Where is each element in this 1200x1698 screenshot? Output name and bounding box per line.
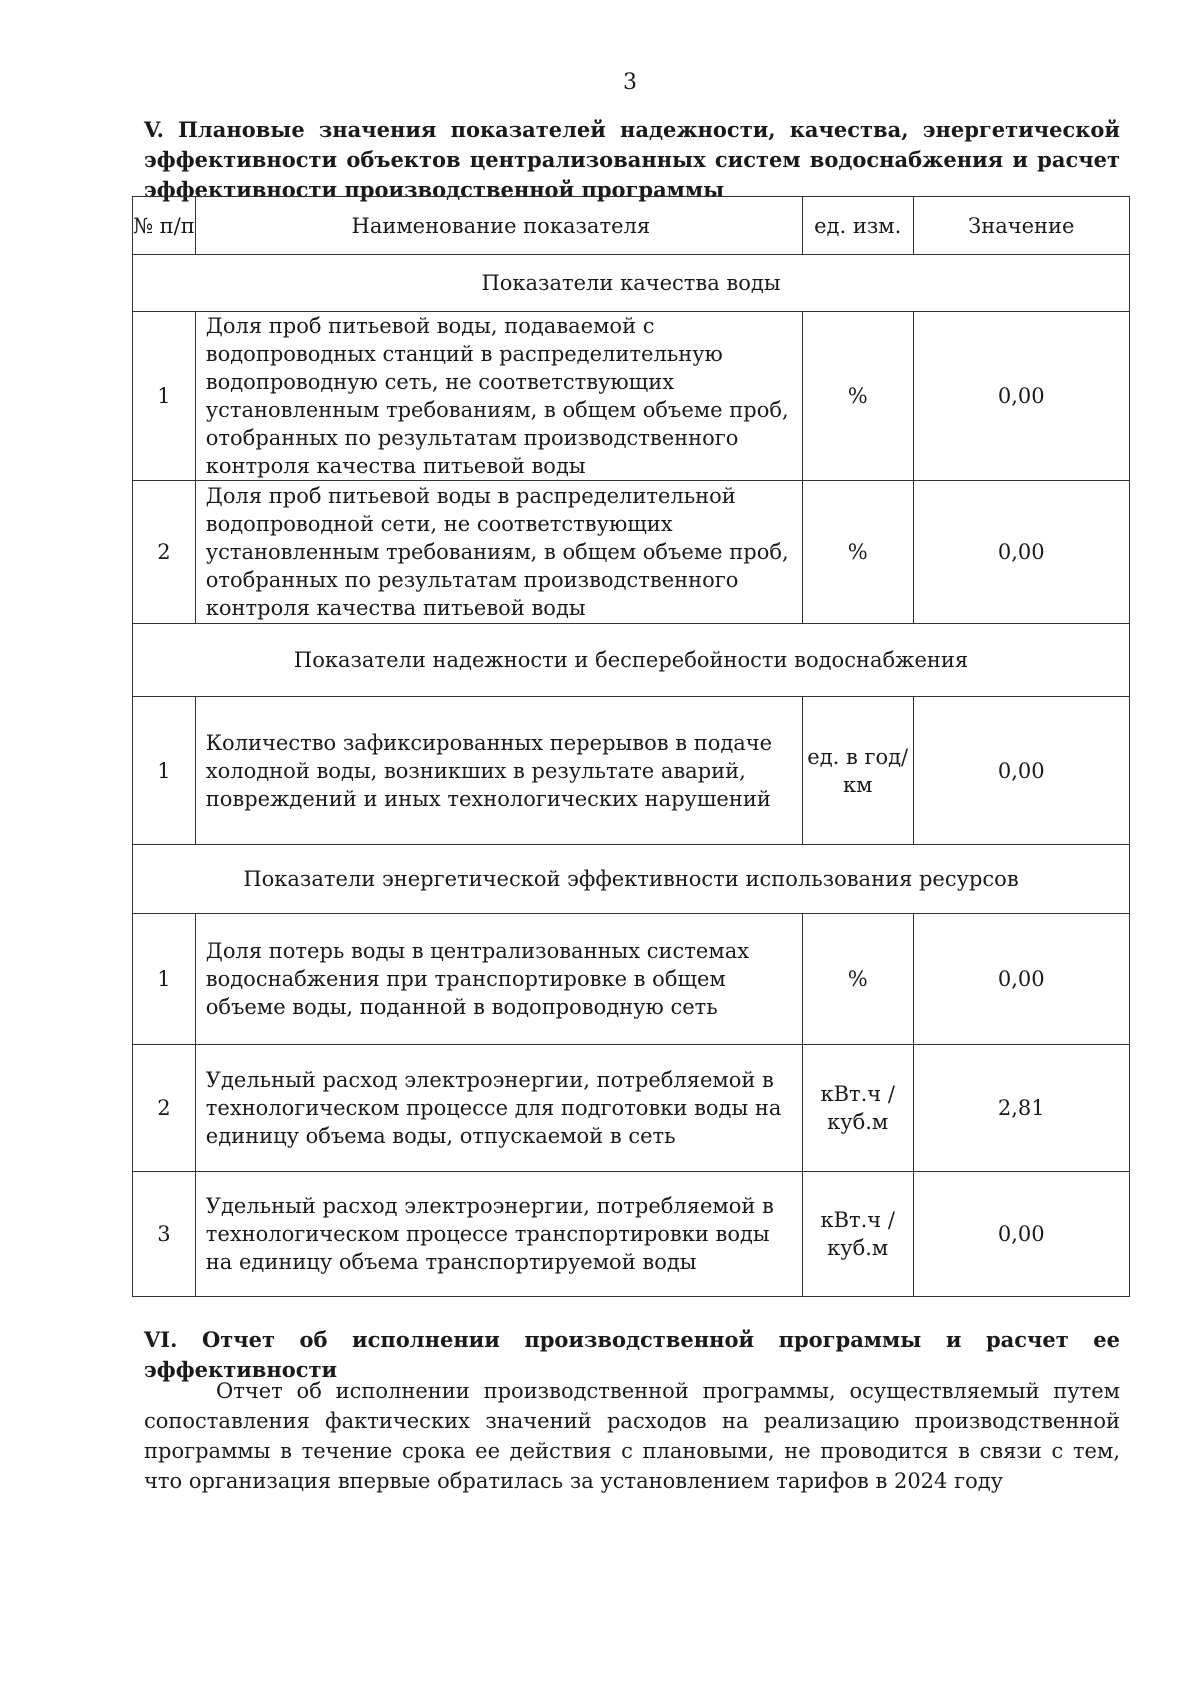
table-row bbox=[133, 1172, 1130, 1297]
section-5-title-line-2: эффективности объектов централизованных систем водоснабжения и расчет bbox=[144, 147, 1120, 172]
group-title: Показатели надежности и бесперебойности водоснабжения bbox=[133, 624, 1130, 697]
section-5-title bbox=[144, 115, 1120, 205]
row-name: Доля потерь воды в централизованных системах водоснабжения при транспортировке в общем объеме воды, поданной в водопроводную сеть bbox=[195, 914, 802, 1045]
table-row bbox=[133, 697, 1130, 845]
row-num: 1 bbox=[133, 914, 196, 1045]
group-row-energy bbox=[133, 845, 1130, 914]
row-unit: кВт.ч / куб.м bbox=[802, 1172, 913, 1297]
row-name: Удельный расход электроэнергии, потребляемой в технологическом процессе транспортировки воды на единицу объема транспортируемой воды bbox=[195, 1172, 802, 1297]
row-value: 0,00 bbox=[913, 697, 1129, 845]
row-num: 1 bbox=[133, 697, 196, 845]
row-name: Количество зафиксированных перерывов в подаче холодной воды, возникших в результате аварий, повреждений и иных технологических нарушений bbox=[195, 697, 802, 845]
row-unit: % bbox=[802, 481, 913, 624]
row-value: 0,00 bbox=[913, 312, 1129, 481]
section-5-title-line-1: V. Плановые значения показателей надежности, качества, энергетической bbox=[144, 117, 1120, 142]
table-row bbox=[133, 312, 1130, 481]
group-row-reliability bbox=[133, 624, 1130, 697]
group-title: Показатели энергетической эффективности использования ресурсов bbox=[133, 845, 1130, 914]
row-name: Доля проб питьевой воды в распределительной водопроводной сети, не соответствующих установленным требованиям, в общем объеме проб, отобранных по результатам производственного контроля качества питьевой воды bbox=[195, 481, 802, 624]
header-unit: ед. изм. bbox=[802, 197, 913, 255]
row-value: 0,00 bbox=[913, 1172, 1129, 1297]
row-unit: кВт.ч / куб.м bbox=[802, 1045, 913, 1172]
table-row bbox=[133, 914, 1130, 1045]
row-unit: % bbox=[802, 914, 913, 1045]
row-num: 2 bbox=[133, 1045, 196, 1172]
indicators-table bbox=[132, 196, 1130, 1297]
row-value: 2,81 bbox=[913, 1045, 1129, 1172]
header-num: № п/п bbox=[133, 197, 196, 255]
row-num: 2 bbox=[133, 481, 196, 624]
header-name: Наименование показателя bbox=[195, 197, 802, 255]
row-value: 0,00 bbox=[913, 481, 1129, 624]
group-title: Показатели качества воды bbox=[133, 255, 1130, 312]
header-value: Значение bbox=[913, 197, 1129, 255]
section-6-title: VI. Отчет об исполнении производственной программы и расчет ее эффективности bbox=[144, 1327, 1120, 1382]
table-row bbox=[133, 1045, 1130, 1172]
row-name: Доля проб питьевой воды, подаваемой с водопроводных станций в распределительную водопроводную сеть, не соответствующих установленным требованиям, в общем объеме проб, отобранных по результатам производственного контроля качества питьевой воды bbox=[195, 312, 802, 481]
row-num: 1 bbox=[133, 312, 196, 481]
section-5-title-line-3: эффективности производственной программы bbox=[144, 177, 725, 202]
group-row-quality bbox=[133, 255, 1130, 312]
row-unit: % bbox=[802, 312, 913, 481]
row-unit: ед. в год/ км bbox=[802, 697, 913, 845]
page-number: 3 bbox=[623, 70, 637, 95]
table-header-row bbox=[133, 197, 1130, 255]
section-6-paragraph: Отчет об исполнении производственной программы, осуществляемый путем сопоставления фактических значений расходов на реализацию производственной программы в течение срока ее действия с плановыми, не проводится в связи с тем, что организация впервые обратилась за установлением тарифов в 2024 году bbox=[144, 1379, 1120, 1493]
row-value: 0,00 bbox=[913, 914, 1129, 1045]
table-row bbox=[133, 481, 1130, 624]
row-num: 3 bbox=[133, 1172, 196, 1297]
row-name: Удельный расход электроэнергии, потребляемой в технологическом процессе для подготовки воды на единицу объема воды, отпускаемой в сеть bbox=[195, 1045, 802, 1172]
